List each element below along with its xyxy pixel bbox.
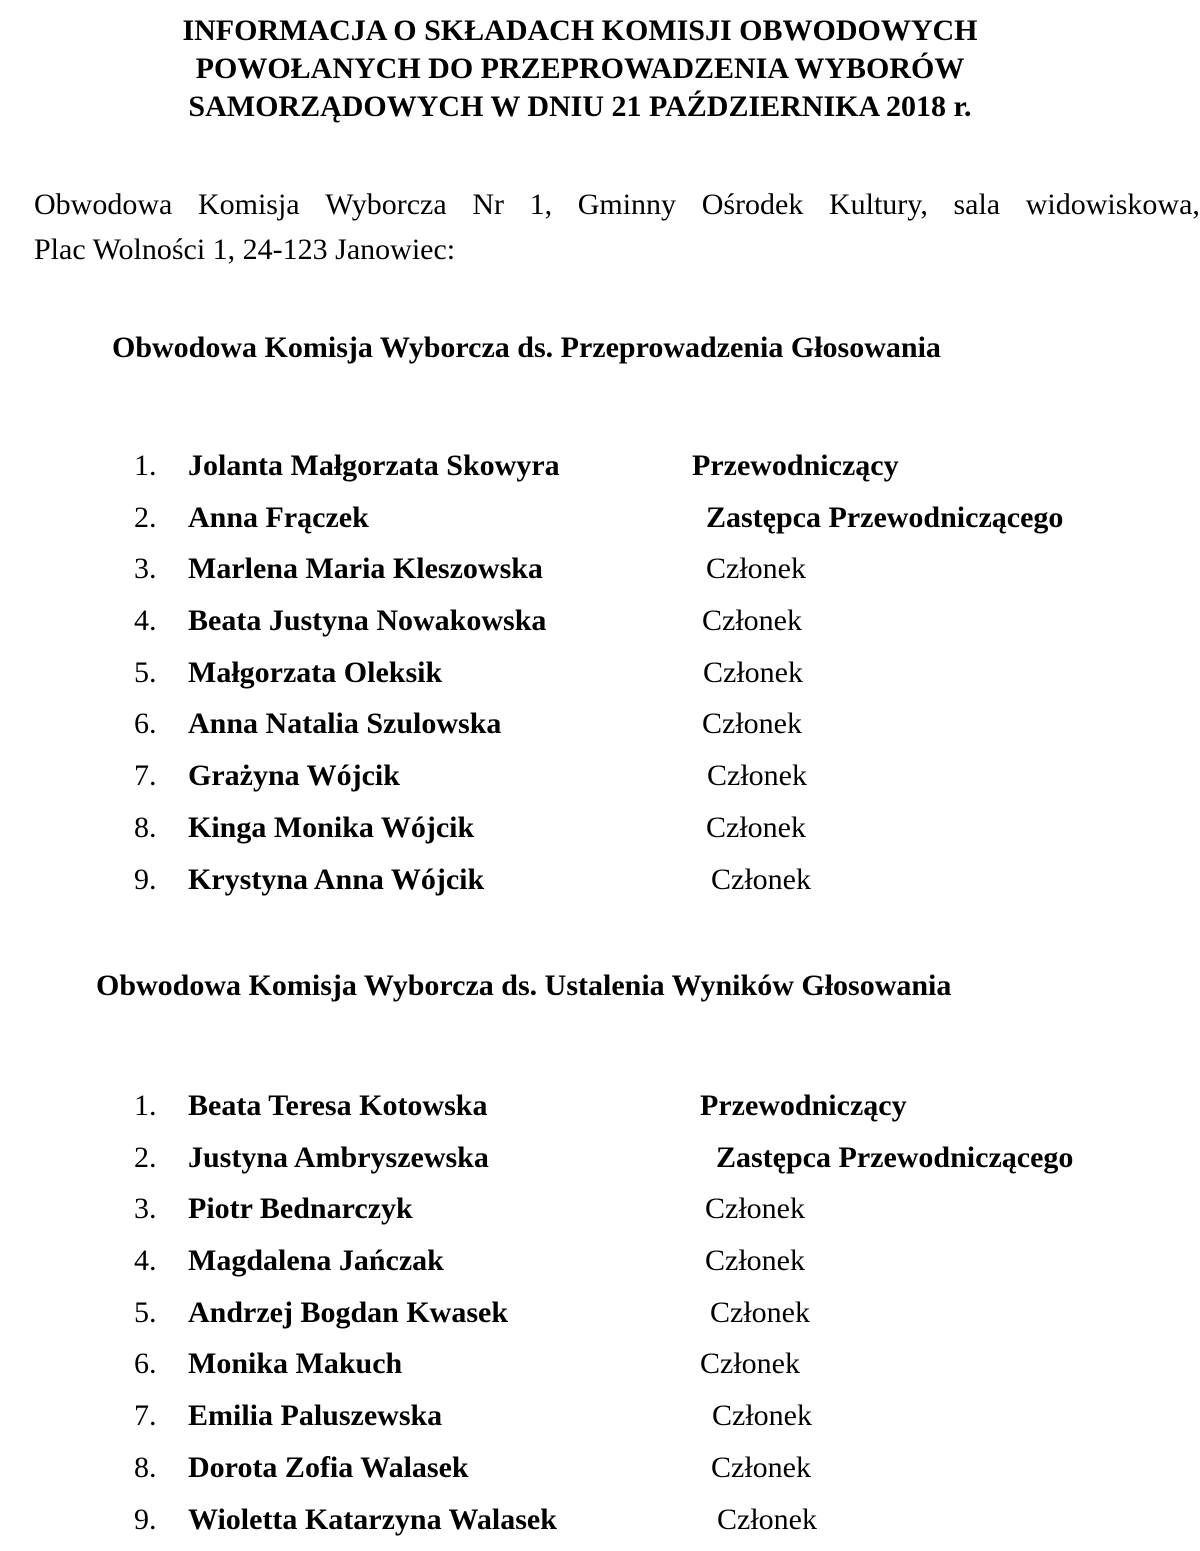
member-number: 2. <box>134 498 174 538</box>
title-line-3: SAMORZĄDOWYCH W DNIU 21 PAŹDZIERNIKA 2018 r. <box>0 88 1160 126</box>
member-role: Zastępca Przewodniczącego <box>716 1138 1073 1178</box>
member-number: 8. <box>134 1448 174 1488</box>
list-item <box>0 549 1200 601</box>
member-role: Członek <box>702 704 802 744</box>
section-heading-results: Obwodowa Komisja Wyborcza ds. Ustalenia Wyników Głosowania <box>96 968 951 1004</box>
member-name: Piotr Bednarczyk <box>188 1189 413 1229</box>
member-role: Przewodniczący <box>700 1086 907 1126</box>
location-word: Obwodowa <box>34 182 172 227</box>
location-line-1 <box>34 182 1200 227</box>
member-name: Dorota Zofia Walasek <box>188 1448 469 1488</box>
list-item <box>0 653 1200 705</box>
member-name: Andrzej Bogdan Kwasek <box>188 1293 508 1333</box>
list-item <box>0 1138 1200 1190</box>
title-line-1: INFORMACJA O SKŁADACH KOMISJI OBWODOWYCH <box>0 12 1160 50</box>
list-item <box>0 808 1200 860</box>
member-number: 1. <box>134 446 174 486</box>
member-number: 1. <box>134 1086 174 1126</box>
member-number: 7. <box>134 1396 174 1436</box>
member-role: Członek <box>703 653 803 693</box>
list-item <box>0 1086 1200 1138</box>
member-role: Członek <box>700 1344 800 1384</box>
member-role: Członek <box>707 756 807 796</box>
member-number: 5. <box>134 1293 174 1333</box>
list-item <box>0 1293 1200 1345</box>
member-role: Członek <box>706 549 806 589</box>
member-number: 6. <box>134 704 174 744</box>
member-name: Marlena Maria Kleszowska <box>188 549 543 589</box>
member-role: Członek <box>705 1189 805 1229</box>
list-item <box>0 498 1200 550</box>
member-role: Członek <box>706 808 806 848</box>
member-name: Wioletta Katarzyna Walasek <box>188 1500 557 1540</box>
location-word: Komisja <box>198 182 300 227</box>
member-name: Grażyna Wójcik <box>188 756 400 796</box>
location-word: Gminny <box>578 182 676 227</box>
member-role: Członek <box>711 860 811 900</box>
commission-location <box>34 182 1200 272</box>
location-word: 1, <box>530 182 553 227</box>
list-item <box>0 1396 1200 1448</box>
member-role: Członek <box>705 1241 805 1281</box>
member-role: Członek <box>711 1448 811 1488</box>
member-number: 4. <box>134 601 174 641</box>
member-number: 7. <box>134 756 174 796</box>
member-number: 4. <box>134 1241 174 1281</box>
member-name: Krystyna Anna Wójcik <box>188 860 484 900</box>
member-name: Justyna Ambryszewska <box>188 1138 489 1178</box>
member-name: Małgorzata Oleksik <box>188 653 442 693</box>
member-name: Monika Makuch <box>188 1344 402 1384</box>
member-role: Członek <box>702 601 802 641</box>
member-name: Anna Frączek <box>188 498 369 538</box>
location-line-2: Plac Wolności 1, 24-123 Janowiec: <box>34 227 1200 272</box>
member-number: 2. <box>134 1138 174 1178</box>
member-number: 6. <box>134 1344 174 1384</box>
member-role: Przewodniczący <box>692 446 899 486</box>
location-word: Kultury, <box>829 182 928 227</box>
member-number: 9. <box>134 1500 174 1540</box>
list-item <box>0 1500 1200 1551</box>
location-word: Ośrodek <box>702 182 804 227</box>
document-title <box>0 12 1160 126</box>
member-role: Członek <box>717 1500 817 1540</box>
member-name: Jolanta Małgorzata Skowyra <box>188 446 560 486</box>
list-item <box>0 446 1200 498</box>
member-number: 5. <box>134 653 174 693</box>
list-item <box>0 1241 1200 1293</box>
member-name: Emilia Paluszewska <box>188 1396 442 1436</box>
list-item <box>0 756 1200 808</box>
member-list-results <box>0 1086 1200 1551</box>
list-item <box>0 1189 1200 1241</box>
title-line-2: POWOŁANYCH DO PRZEPROWADZENIA WYBORÓW <box>0 50 1160 88</box>
member-name: Beata Teresa Kotowska <box>188 1086 487 1126</box>
member-name: Beata Justyna Nowakowska <box>188 601 546 641</box>
member-name: Magdalena Jańczak <box>188 1241 444 1281</box>
location-word: widowiskowa, <box>1026 182 1200 227</box>
list-item <box>0 860 1200 912</box>
member-role: Zastępca Przewodniczącego <box>706 498 1063 538</box>
member-number: 3. <box>134 1189 174 1229</box>
location-word: sala <box>953 182 1000 227</box>
list-item <box>0 1448 1200 1500</box>
member-role: Członek <box>712 1396 812 1436</box>
section-heading-voting: Obwodowa Komisja Wyborcza ds. Przeprowadzenia Głosowania <box>112 330 941 366</box>
member-name: Anna Natalia Szulowska <box>188 704 501 744</box>
list-item <box>0 1344 1200 1396</box>
member-number: 9. <box>134 860 174 900</box>
member-number: 3. <box>134 549 174 589</box>
location-word: Wyborcza <box>325 182 446 227</box>
member-name: Kinga Monika Wójcik <box>188 808 474 848</box>
list-item <box>0 601 1200 653</box>
member-role: Członek <box>710 1293 810 1333</box>
list-item <box>0 704 1200 756</box>
member-list-voting <box>0 446 1200 911</box>
location-word: Nr <box>472 182 504 227</box>
member-number: 8. <box>134 808 174 848</box>
